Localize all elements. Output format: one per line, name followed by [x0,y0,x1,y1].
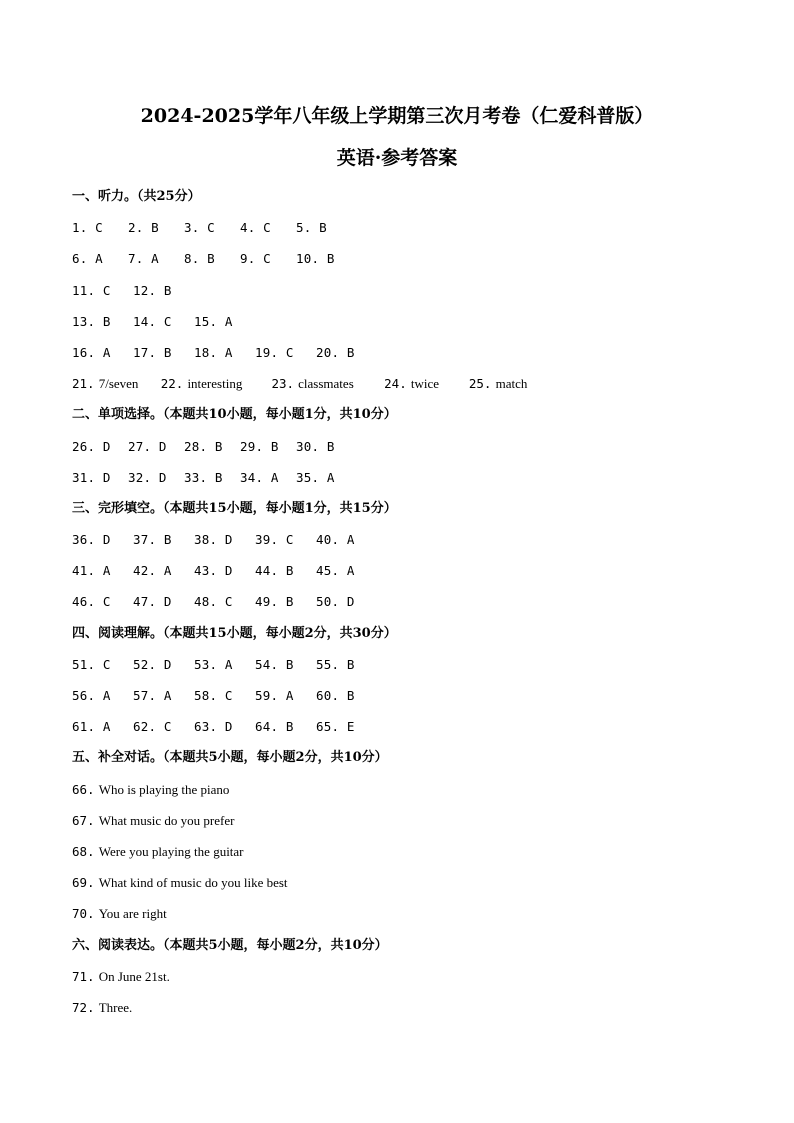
answer-item: 42. A [133,563,172,579]
answer-item: 6. A [72,251,103,267]
text-answer: Were you playing the guitar [98,843,244,859]
answer-row [72,805,732,836]
answer-item: 31. D [72,469,111,485]
section-heading-dialogue: 五、补全对话。（本题共5小题，每小题2分，共10分） [72,750,388,766]
answer-item: 33. B [184,469,223,485]
answer-item: 52. D [133,656,172,672]
answer-item: 58. C [194,688,233,703]
answer-item: 12. B [133,282,172,298]
answer-row [72,680,732,711]
answer-row [72,306,732,337]
answer-row [72,992,732,1023]
text-answer: What kind of music do you like best [98,875,288,891]
answer-item: 49. B [255,594,294,610]
section-heading-reading: 四、阅读理解。（本题共15小题，每小题2分，共30分） [72,625,397,641]
section-heading-cloze: 三、完形填空。（本题共15小题，每小题1分，共15分） [72,500,397,516]
answer-item: 61. A [72,719,111,735]
answer-item: 16. A [72,344,111,360]
answer-item: 63. D [194,719,233,735]
answer-item: 11. C [72,282,111,298]
text-answer: On June 21st. [98,968,170,984]
answer-row [72,586,732,617]
fill-answer: 7/seven [98,376,139,392]
answer-number: 25. [468,376,492,392]
text-answer: Who is playing the piano [98,781,230,797]
section-heading-single-choice: 二、单项选择。（本题共10小题，每小题1分，共10分） [72,407,397,423]
answer-item: 53. A [194,656,233,672]
answer-item: 20. B [316,344,355,360]
answer-item: 7. A [128,251,159,267]
answer-item: 3. C [184,220,215,236]
answer-row [72,212,732,243]
answer-row [72,275,732,306]
answer-item: 37. B [133,532,172,548]
fill-answer: match [495,376,528,392]
answer-item: 48. C [194,594,233,610]
document-title: 2024-2025学年八年级上学期第三次月考卷（仁爱科普版） [140,105,654,127]
answer-row [72,898,732,929]
answer-item: 26. D [72,438,111,454]
answer-item: 1. C [72,220,103,236]
answer-item: 8. B [184,251,215,267]
answer-item: 55. B [316,656,355,672]
answer-item: 45. A [316,563,355,579]
answer-row [72,337,732,368]
answer-row [72,368,732,399]
text-answer: You are right [98,906,167,922]
answer-number: 69. [72,875,95,891]
document-subtitle: 英语·参考答案 [336,147,458,169]
answer-row [72,711,732,742]
answer-item: 35. A [296,469,335,485]
answer-item: 27. D [128,438,167,454]
answer-item: 41. A [72,563,111,579]
answer-item: 28. B [184,438,223,454]
answer-number: 22. [160,376,184,392]
answer-number: 72. [72,999,95,1015]
answer-number: 71. [72,968,95,984]
answer-number: 68. [72,843,95,859]
answer-item: 56. A [72,688,111,703]
answer-item: 60. B [316,688,355,703]
answer-item: 65. E [316,719,355,735]
answer-number: 66. [72,781,95,797]
answer-row [72,649,732,680]
section-heading-expression: 六、阅读表达。（本题共5小题，每小题2分，共10分） [72,937,388,953]
text-answer: Three. [98,999,133,1015]
answer-item: 15. A [194,313,233,329]
answer-number: 23. [271,376,295,392]
answer-number: 70. [72,906,95,922]
answer-item: 38. D [194,532,233,548]
answer-item: 62. C [133,719,172,735]
answer-item: 30. B [296,438,335,454]
answer-item: 51. C [72,656,111,672]
fill-answer: classmates [298,376,354,392]
answer-row [72,243,732,274]
answer-item: 19. C [255,344,294,360]
text-answer: What music do you prefer [98,812,235,828]
answer-item: 44. B [255,563,294,579]
answer-item: 4. C [240,220,271,236]
answer-item: 40. A [316,532,355,548]
answer-row [72,431,732,462]
answer-number: 24. [384,376,407,392]
answer-number: 67. [72,812,95,828]
answer-item: 50. D [316,594,355,610]
answer-item: 18. A [194,344,233,360]
answer-item: 64. B [255,719,294,735]
answer-item: 54. B [255,656,294,672]
section-heading-listening: 一、听力。（共25分） [72,189,201,204]
answer-item: 47. D [133,594,172,610]
answer-item: 43. D [194,563,233,579]
answer-row [72,555,732,586]
answer-row [72,961,732,992]
answer-row [72,867,732,898]
answer-item: 36. D [72,532,111,548]
answer-item: 46. C [72,594,111,610]
fill-answer: interesting [187,376,243,392]
answer-item: 13. B [72,313,111,329]
answer-item: 10. B [296,251,335,267]
answer-item: 29. B [240,438,279,454]
answer-item: 17. B [133,344,172,360]
answer-row [72,836,732,867]
answer-item: 5. B [296,220,327,236]
answer-content [72,181,732,1023]
answer-number: 21. [72,376,95,392]
answer-item: 32. D [128,469,167,485]
fill-answer: twice [410,376,440,392]
answer-item: 2. B [128,220,159,236]
answer-row [72,774,732,805]
answer-item: 14. C [133,313,172,329]
answer-item: 57. A [133,688,172,703]
answer-item: 34. A [240,469,279,485]
answer-item: 39. C [255,532,294,548]
answer-item: 59. A [255,688,294,703]
answer-item: 9. C [240,251,271,267]
answer-row [72,462,732,493]
answer-row [72,524,732,555]
